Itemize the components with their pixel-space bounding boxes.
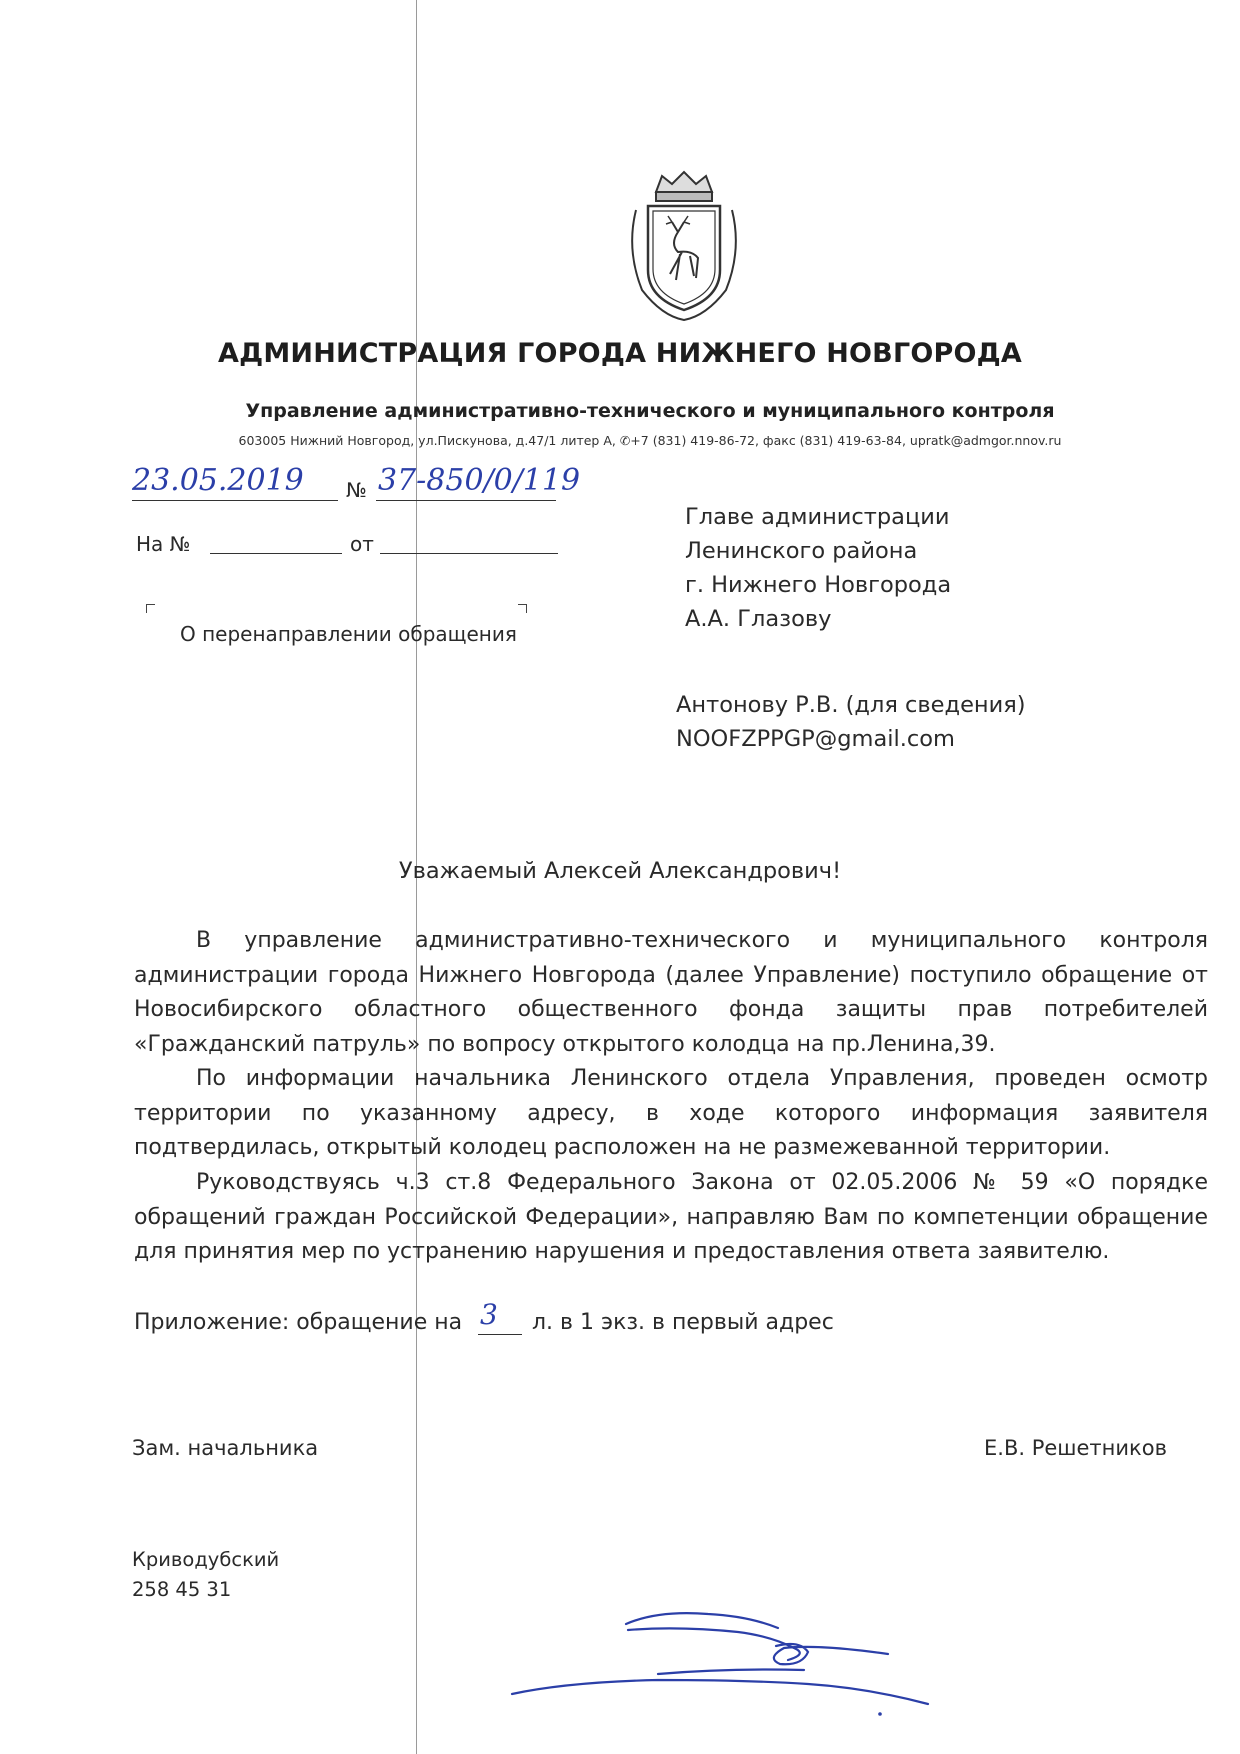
recipient-line: Главе администрации	[685, 504, 950, 530]
department-title: Управление административно-технического и муниципального контроля	[245, 400, 1055, 422]
number-underline	[376, 500, 556, 501]
attachment-suffix: л. в 1 экз. в первый адрес	[532, 1310, 834, 1335]
signatory-position: Зам. начальника	[132, 1436, 319, 1460]
coat-of-arms-emblem	[622, 170, 746, 322]
body-paragraph-text: По информации начальника Ленинского отдела Управления, проведен осмотр территории по указанному адресу, в ходе которого информация заявителя подтвердилась, открытый колодец расположен на не размежеванной территории.	[134, 1066, 1208, 1161]
body-paragraph	[134, 924, 1208, 1062]
executor-phone: 258 45 31	[132, 1578, 232, 1601]
copy-recipient: Антонову Р.В. (для сведения)	[676, 692, 1026, 718]
recipient-line: г. Нижнего Новгорода	[685, 572, 952, 598]
letter-subject: О перенаправлении обращения	[180, 622, 517, 646]
copy-recipient-email: NOOFZPPGP@gmail.com	[676, 726, 955, 752]
attachment-prefix: Приложение: обращение на	[134, 1310, 463, 1335]
signatory-name: Е.В. Решетников	[984, 1436, 1167, 1460]
attachment-count: 3	[480, 1298, 498, 1331]
organization-title: АДМИНИСТРАЦИЯ ГОРОДА НИЖНЕГО НОВГОРОДА	[217, 338, 1022, 369]
handwritten-signature	[508, 1600, 938, 1720]
attachment-count-underline	[478, 1334, 522, 1335]
body-paragraph	[134, 1166, 1208, 1270]
reference-date-line	[380, 553, 558, 554]
body-paragraph-text: В управление административно-технического и муниципального контроля администрации города Нижнего Новгорода (далее Управление) поступило обращение от Новосибирского областного общественного фонда защиты прав потребителей «Гражданский патруль» по вопросу открытого колодца на пр.Ленина,39.	[134, 928, 1208, 1057]
body-paragraph-text: Руководствуясь ч.3 ст.8 Федерального Закона от 02.05.2006 № 59 «О порядке обращений граждан Российской Федерации», направляю Вам по компетенции обращение для принятия мер по устранению нарушения и предоставления ответа заявителю.	[134, 1170, 1208, 1265]
reference-label: На №	[136, 532, 191, 556]
registration-date: 23.05.2019	[132, 463, 304, 498]
recipient-line: А.А. Глазову	[685, 606, 832, 632]
recipient-line: Ленинского района	[685, 538, 918, 564]
subject-corner-left	[146, 604, 155, 613]
body-paragraph	[134, 1062, 1208, 1166]
registration-number: 37-850/0/119	[378, 463, 581, 498]
greeting: Уважаемый Алексей Александрович!	[398, 858, 842, 884]
reference-number-line	[210, 553, 342, 554]
reference-from-label: от	[350, 532, 374, 556]
subject-corner-right	[518, 604, 527, 613]
organization-address: 603005 Нижний Новгород, ул.Пискунова, д.47/1 литер А, ✆+7 (831) 419-86-72, факс (831) 419-63-84, upratk@admgor.nnov.ru	[238, 433, 1062, 448]
number-sign: №	[346, 478, 367, 502]
date-underline	[132, 500, 338, 501]
executor-name: Криводубский	[132, 1548, 280, 1571]
